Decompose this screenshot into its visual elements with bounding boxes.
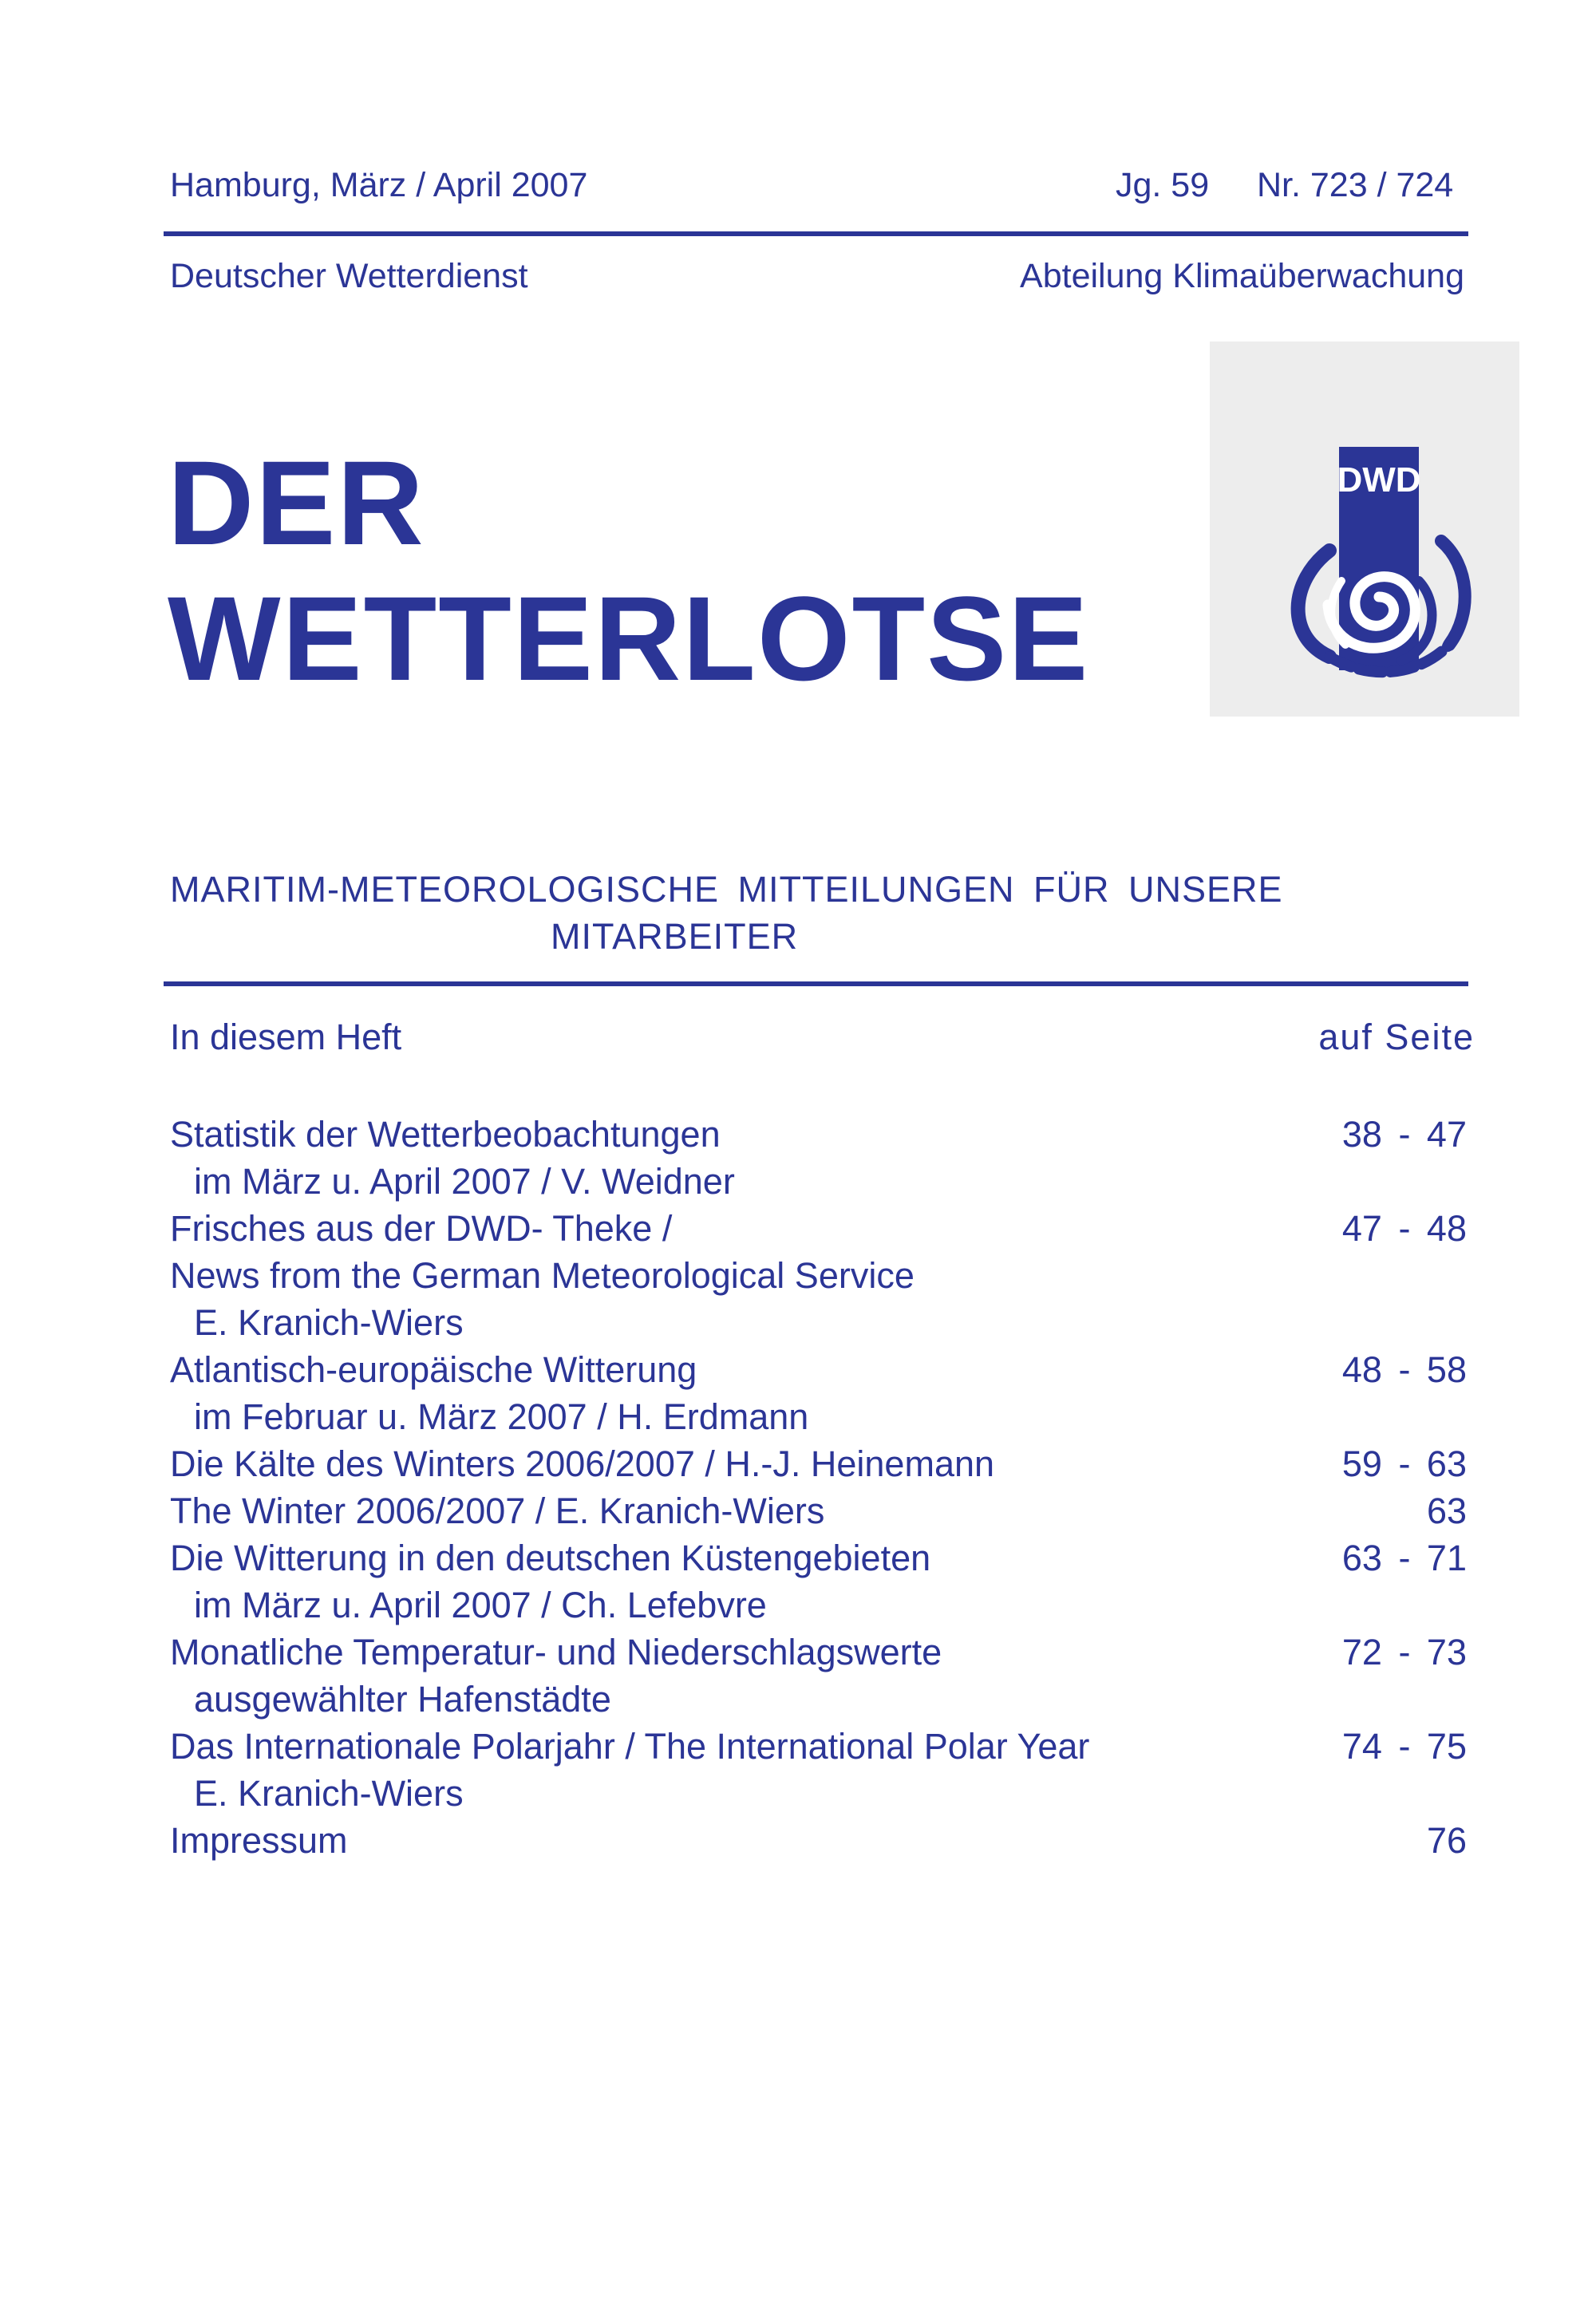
toc-entry-line: Die Kälte des Winters 2006/2007 / H.-J. Heinemann <box>170 1443 995 1484</box>
toc-entry-pages: 72 - 73 <box>1341 1632 1467 1672</box>
toc-entry-pages: 63 <box>1426 1491 1467 1531</box>
volume-number: Jg. 59 <box>1116 166 1210 204</box>
table-of-contents <box>170 1111 1467 1864</box>
toc-entry <box>170 1487 1467 1534</box>
toc-entry-pages: 59 - 63 <box>1341 1443 1467 1484</box>
toc-entry-line: Monatliche Temperatur- und Niederschlagswerte <box>170 1632 942 1672</box>
toc-entry-line: E. Kranich-Wiers <box>194 1302 464 1343</box>
toc-entry <box>170 1346 1467 1440</box>
toc-entry-pages: 38 - 47 <box>1341 1114 1467 1155</box>
toc-entry-line: Frisches aus der DWD- Theke / <box>170 1208 673 1249</box>
toc-entry-line: im März u. April 2007 / V. Weidner <box>194 1161 735 1202</box>
toc-entry-line: im Februar u. März 2007 / H. Erdmann <box>194 1396 809 1437</box>
toc-entry <box>170 1723 1467 1817</box>
toc-entry-pages: 48 - 58 <box>1341 1349 1467 1390</box>
toc-entry <box>170 1205 1467 1346</box>
publisher: Deutscher Wetterdienst <box>170 257 528 295</box>
toc-pages-heading: auf Seite <box>1318 1017 1475 1057</box>
header-rule <box>164 231 1468 236</box>
toc-entry-line: Impressum <box>170 1820 348 1861</box>
toc-entry-line: Die Witterung in den deutschen Küstengebieten <box>170 1538 931 1578</box>
toc-entry-line: ausgewählter Hafenstädte <box>194 1679 611 1720</box>
toc-entry <box>170 1111 1467 1205</box>
toc-entry <box>170 1629 1467 1723</box>
issue-number: Nr. 723 / 724 <box>1257 166 1454 204</box>
subtitle-rule <box>164 981 1468 986</box>
toc-entry-pages: 47 - 48 <box>1341 1208 1467 1249</box>
toc-entry-line: E. Kranich-Wiers <box>194 1773 464 1814</box>
title-line-2: WETTERLOTSE <box>168 571 1090 705</box>
title-line-1: DER <box>168 436 425 570</box>
logo-text: DWD <box>1337 460 1421 500</box>
toc-entry-line: The Winter 2006/2007 / E. Kranich-Wiers <box>170 1491 825 1531</box>
toc-entry-line: im März u. April 2007 / Ch. Lefebvre <box>194 1585 767 1625</box>
toc-entry <box>170 1440 1467 1487</box>
toc-entry-pages: 63 - 71 <box>1341 1538 1467 1578</box>
toc-entry-pages: 74 - 75 <box>1341 1726 1467 1767</box>
toc-entry-pages: 76 <box>1426 1820 1467 1861</box>
dwd-spiral-logo-icon <box>1210 342 1519 717</box>
dwd-logo <box>1210 342 1519 717</box>
toc-heading: In diesem Heft <box>170 1017 402 1057</box>
department: Abteilung Klimaüberwachung <box>1020 257 1464 295</box>
place-date: Hamburg, März / April 2007 <box>170 166 588 204</box>
toc-entry-line: Das Internationale Polarjahr / The International Polar Year <box>170 1726 1090 1767</box>
subtitle-line-1: MARITIM-METEOROLOGISCHE MITTEILUNGEN FÜR UNSERE <box>170 869 1283 910</box>
toc-entry <box>170 1534 1467 1629</box>
toc-entry-line: Statistik der Wetterbeobachtungen <box>170 1114 721 1155</box>
toc-entry-line: Atlantisch-europäische Witterung <box>170 1349 697 1390</box>
toc-entry-line: News from the German Meteorological Service <box>170 1255 915 1296</box>
subtitle-line-2: MITARBEITER <box>551 916 799 957</box>
toc-entry <box>170 1817 1467 1864</box>
